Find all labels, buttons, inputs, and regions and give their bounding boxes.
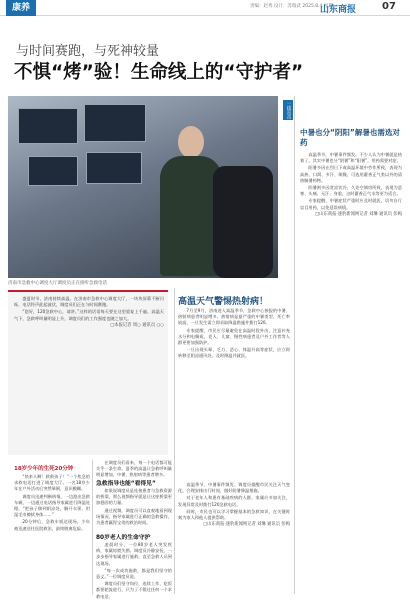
paragraph: 7月至9月，济南进入高温季节，急救中心接报的中暑、热射病患者明显增多。热射病是最严重的中暑类型，死亡率较高，一旦发生需立即采取降温措施并拨打120。 — [178, 308, 290, 326]
mid-headline: 高温天气警惕热射病！ — [178, 297, 269, 307]
office-chair — [213, 166, 273, 278]
dispatch-photo — [8, 96, 278, 278]
paragraph: 高温季节，中暑事件频发。调度员提醒市民关注天气变化，合理安排出行时间，做好防暑降温措施。 — [178, 482, 290, 494]
paragraph: “每一次成功施救，都是我们坚守的意义。”一位调度员说。 — [96, 567, 172, 580]
paragraph: 专家提醒，中暑症状严重时应及时就医，切勿自行盲目用药，以免延误病情。 — [300, 198, 402, 210]
side-article — [300, 152, 402, 592]
col2b-article — [96, 488, 172, 528]
paragraph: 调度员迅速判断病情，一边派出急救车辆，一边通过电话指导家属进行降温处理。“把孩子移到阴凉处，解开衣领，用湿毛巾擦拭身体……” — [14, 493, 90, 518]
byline: □山东商报·速豹新闻网记者 刘琳 通讯员 彭梅 — [315, 211, 402, 217]
monitor-screen — [86, 152, 142, 184]
paragraph: 20分钟后，急救车抵达现场，少年被迅速送往医院救治，最终脱离危险。 — [14, 519, 90, 531]
monitor-screen — [18, 108, 78, 144]
section-heading: 急救指导也能“看得见” — [96, 481, 156, 487]
masthead — [0, 0, 410, 16]
paragraph: 在调度员们看来，每一个电话都可能关乎一条生命。夏季的高温让急救呼叫量明显增加，中暑、热射病等患者增多。 — [96, 460, 172, 478]
paragraph: 阳暑多因在烈日下或高温环境中劳作所致，表现为高热、口渴、多汗、烦躁，可选用藿香正气类以外的清热解暑药物。 — [300, 165, 402, 183]
page-number: 07 — [382, 1, 396, 12]
byline: □本报记者 周○ 通讯员 ○○ — [110, 322, 164, 328]
paragraph: 专家提醒，市民应尽量避免在高温时段外出，注意补充水分和电解质，老人、儿童、慢性病患者及户外工作者等人群更要加强防护。 — [178, 327, 290, 346]
paragraph: 调度员们坚守岗位，连续工作，吃饭都要轮流进行，只为了不错过任何一个求救电话。 — [96, 581, 172, 599]
paper-name: 山东商报 — [320, 5, 357, 15]
monitor-screen — [28, 156, 78, 186]
paragraph: 凌晨时分，一位80岁老人突发疾病，家属惊慌失措。调度员冷静安抚，一步步指导家属进行施救，直至急救人员到达现场。 — [96, 542, 172, 566]
right-article — [178, 482, 290, 594]
byline: □山东商报·速豹新闻网记者 刘琳 通讯员 彭梅 — [203, 522, 290, 528]
sub-headline: 与时间赛跑，与死神较量 — [16, 44, 160, 59]
paragraph: “快来人啊！救救孩子！”一个焦急的求救电话打进了调度大厅。一名18岁少年在户外活动后突然晕倒，意识模糊。 — [14, 474, 90, 492]
edition-meta: 责编：赵秀 设计：苏瑞武 2025.8.4 星期一 — [250, 4, 338, 9]
tag-label: 一线直击 — [283, 100, 293, 120]
box-article — [14, 474, 90, 592]
column-rule — [92, 460, 93, 595]
paragraph: 通过视频，调度员可以直观地看到现场情况，指导家属进行正确的急救操作，为患者赢得宝贵的救治时间。 — [96, 507, 172, 526]
section-heading: 80岁老人的生命守护 — [96, 535, 151, 541]
lead-article — [14, 296, 164, 452]
section-tag: 康养 — [6, 0, 36, 16]
photo-caption: 济南市急救中心调度大厅调度员正在接听急救电话 — [8, 281, 107, 286]
paragraph: 一旦出现头晕、乏力、恶心、体温升高等症状，应立即转移至阴凉通风处，及时降温并就医。 — [178, 347, 290, 359]
paragraph: 盛夏时节，济南持续高温。在济南市急救中心调度大厅，一块块屏幕不断闪烁，电话铃声此起彼伏，调度员们正在与时间赛跑。 — [14, 296, 164, 308]
monitor-screen — [84, 104, 146, 142]
paragraph: 对于老年人和患有基础疾病的人群，家属应多加关注，发现异常及时拨打120急救电话。 — [178, 495, 290, 507]
paragraph: “您好，120急救中心，请讲。”这样的话语每天要在这里重复上千遍。高温天气下，急救呼叫量明显上升，调度员们的工作强度也随之加大。 — [14, 309, 164, 321]
paragraph: 如果说调度员是连接患者与急救资源的桥梁，那么视频指导就是让这座桥梁更加稳固的力量。 — [96, 488, 172, 506]
mid-article — [178, 308, 290, 478]
box-title: 18岁少年的生死20分钟 — [14, 466, 74, 472]
column-rule — [294, 96, 295, 594]
paragraph: 高温季节，中暑事件频发。不少人认为中暑就是热着了，其实中暑也分“阴暑”和“阳暑”，用药需要对症。 — [300, 152, 402, 164]
main-headline: 不惧“烤”验！生命线上的“守护者” — [14, 62, 304, 83]
paragraph: 阴暑则多因贪凉饮冷、久处空调房所致，表现为恶寒、头痛、无汗、身重，这时藿香正气水等更为适合。 — [300, 185, 402, 197]
col2-article — [96, 460, 172, 478]
column-rule — [174, 288, 175, 594]
side-headline: 中暑也分“阴阳”解暑也需选对药 — [300, 128, 400, 147]
col2c-article — [96, 542, 172, 599]
paragraph: 同时，市民也可以学习掌握基本的急救知识，在关键时刻为家人和他人提供帮助。 — [178, 508, 290, 521]
